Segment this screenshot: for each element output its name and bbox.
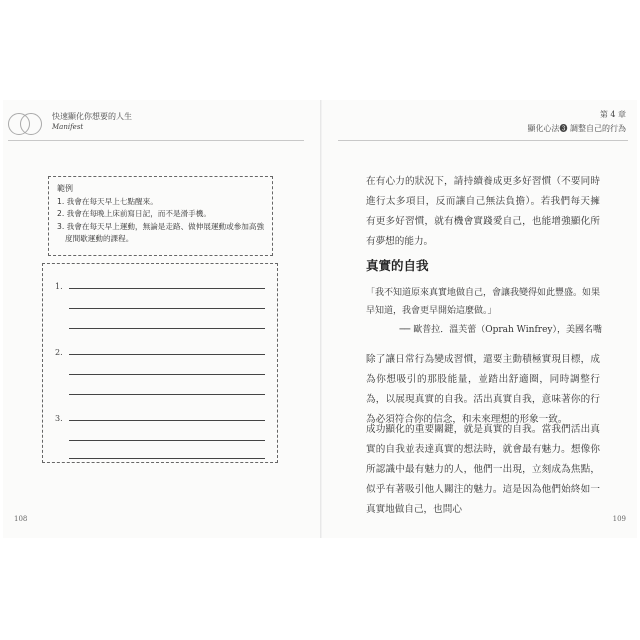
exercise-number-1: 1. bbox=[55, 282, 63, 291]
example-box bbox=[48, 176, 273, 256]
writing-line bbox=[69, 394, 265, 395]
writing-line bbox=[69, 440, 265, 441]
paragraph-manifest-key: 成功顯化的重要關鍵，就是真實的自我。當我們活出真實的自我並表達真實的想法時，就會最有魅力。想像你所認識中最有魅力的人，他們一出現，立刻成為焦點，似乎有著吸引他人關注的魅力。這是因為他們始終如一真實地做自己，也問心 bbox=[366, 424, 600, 515]
section-label: 顯化心法❸ 調整自己的行為 bbox=[527, 124, 626, 133]
writing-line bbox=[69, 374, 265, 375]
example-item: 3. 我會在每天早上運動，無論是走路、做伸展運動或參加高強 bbox=[57, 221, 265, 231]
page-number-left: 108 bbox=[14, 515, 28, 523]
section-heading: 真實的自我 bbox=[366, 258, 429, 273]
paragraph-habits: 在有心力的狀況下，請持續養成更多好習慣（不要同時進行太多項目，反而讓自己無法負擔）。若我們每天擁有更多好習慣，就有機會實踐愛自己，也能增強顯化所有夢想的能力。 bbox=[366, 176, 600, 247]
example-title: 範例 bbox=[57, 184, 73, 193]
quote-attribution: ── 歐普拉．溫芙蕾（Oprah Winfrey），美國名嘴 bbox=[399, 325, 602, 335]
example-item: 1. 我會在每天早上七點醒來。 bbox=[57, 196, 158, 206]
chapter-label: 第 4 章 bbox=[599, 110, 626, 119]
exercise-number-2: 2. bbox=[55, 348, 63, 357]
writing-line bbox=[69, 328, 265, 329]
paragraph-authentic-self: 除了讓日常行為變成習慣，還要主動積極實現目標，成為你想吸引的那股能量，並踏出舒適圈，同時調整行為，以展現真實的自我。活出真實自我，意味著你的行為必須符合你的信念，和未來理想的形象一致。 bbox=[366, 354, 600, 425]
exercise-writing-box bbox=[42, 263, 278, 463]
exercise-number-3: 3. bbox=[55, 414, 63, 423]
right-header-divider bbox=[338, 140, 628, 141]
right-page-header bbox=[527, 109, 626, 134]
left-page-header bbox=[8, 109, 308, 141]
writing-line bbox=[69, 354, 265, 355]
page-number-right: 109 bbox=[612, 515, 626, 523]
book-subtitle: Manifest bbox=[52, 123, 84, 131]
example-item: 度間歇運動的課程。 bbox=[65, 234, 134, 243]
writing-line bbox=[69, 288, 265, 289]
writing-line bbox=[69, 308, 265, 309]
book-title: 快速顯化你想要的人生 bbox=[52, 112, 132, 121]
example-item: 2. 我會在每晚上床前寫日記，而不是滑手機。 bbox=[57, 209, 211, 218]
left-header-divider bbox=[8, 140, 304, 141]
header-circles-icon bbox=[8, 113, 48, 135]
writing-line bbox=[69, 420, 265, 421]
quote-text: 「我不知道原來真實地做自己，會讓我變得如此豐盛。如果早知道，我會更早開始這麼做。」 bbox=[366, 288, 601, 316]
writing-line bbox=[69, 458, 265, 459]
book-gutter bbox=[320, 100, 322, 538]
